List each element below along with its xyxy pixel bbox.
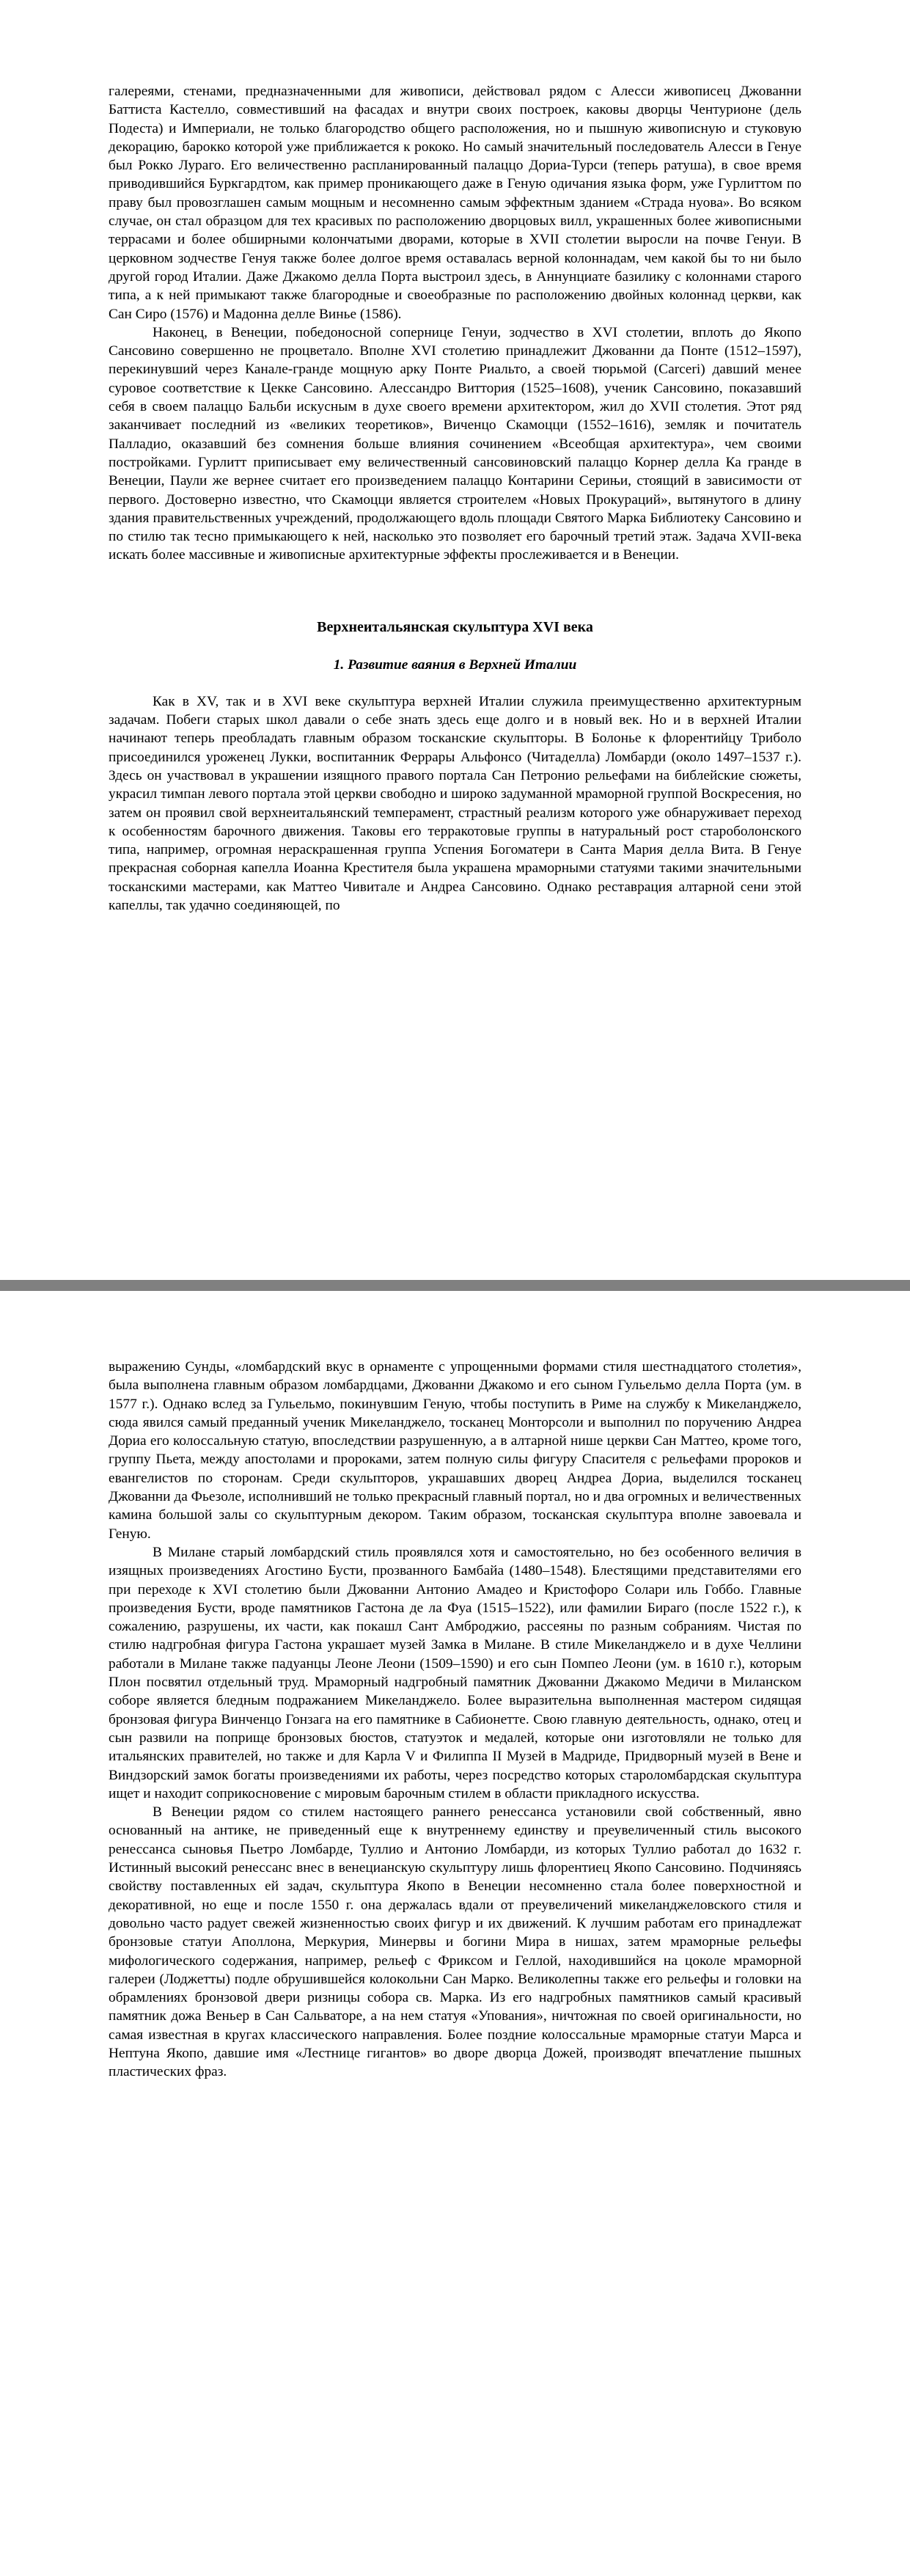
paragraph: выражению Сунды, «ломбардский вкус в орнаменте с упрощенными формами стиля шестнадцатого столетия», была выполнена главным образом ломбардцами, Джованни Джакомо и его сыном Гульельмо делла Порта (ум. в 1577 г.). Однако вслед за Гульельмо, покинувшим Геную, чтобы поступить в Риме на службу к Микеланджело, сюда явился самый преданный ученик Микеланджело, тосканец Монторсоли и выполнил по поручению Андреа Дориа его колоссальную статую, впоследствии разрушенную, а в алтарной нише церкви Сан Маттео, кроме того, группу Пьета, между апостолами и пророками, затем полную силы фигуру Спасителя с рельефами пророков и евангелистов по сторонам. Среди скульпторов, украшавших дворец Андреа Дориа, выделился тосканец Джованни да Фьезоле, исполнивший не только прекрасный главный портал, но и два огромных и величественных камина большой залы со скульптурным декором. Таким образом, тосканская скульптура вполне завоевала и Геную. bbox=[109, 1359, 801, 1542]
page-1 bbox=[0, 0, 910, 1280]
page-2 bbox=[0, 1291, 910, 2576]
paragraph: В Милане старый ломбардский стиль проявлялся хотя и самостоятельно, но без особенного величия в изящных произведениях Агостино Бусти, прозванного Бамбайа (1480–1548). Блестящими представителями его при переходе к XVI столетию были Джованни Антонио Амадео и Кристофоро Солари иль Гоббо. Главные произведения Бусти, вроде памятников Гастона де ла Фуа (1515–1522), или фамилии Бираго (после 1522 г.), к сожалению, разрушены, их части, как покашл Сант Амброджио, рассеяны по разным собраниям. Чистая по стилю надгробная фигура Гастона украшает музей Замка в Милане. В стиле Микеланджело и в духе Челлини работали в Милане также падуанцы Леоне Леони (1509–1590) и его сын Помпео Леони (ум. в 1610 г.), которым Плон посвятил отдельный труд. Мраморный надгробный памятник Джованни Джакомо Медичи в Миланском соборе является бледным подражанием Микеланджело. Более выразительна выполненная мастером сидящая бронзовая фигура Винченцо Гонзага на его памятнике в Сабионетте. Свою главную деятельность, однако, отец и сын развили на поприще бронзовых бюстов, статуэток и медалей, которые они изготовляли не только для итальянских правителей, но также и для Карла V и Филиппа II Музей в Мадриде, Придворный музей в Вене и Виндзорский замок богаты произведениями их работы, через посредство которых староломбардская скульптура ищет и находит соприкосновение с мировым барочным стилем в области прикладного искусства. bbox=[109, 1544, 801, 1801]
paragraph: Как в XV, так и в XVI веке скульптура верхней Италии служила преимущественно архитектурным задачам. Побеги старых школ давали о себе знать здесь еще долго и в новый век. Но и в верхней Италии начинают теперь преобладать главным образом тосканские скульпторы. В Болонье к флорентийцу Триболо присоединился уроженец Лукки, воспитанник Феррары Альфонсо (Читаделла) Ломбарди (около 1497–1537 г.). Здесь он участвовал в украшении изящного правого портала Сан Петронио рельефами на библейские сюжеты, украсил тимпан левого портала этой церкви свободно и широко задуманной мраморной группой Воскресения, но затем он проявил свой верхнеитальянский темперамент, страстный реализм которого уже обнаруживает переход к особенностям барочного движения. Таковы его терракотовые группы в натуральный рост староболонского типа, например, огромная нераскрашенная группа Успения Богоматери в Санта Мария делла Вита. В Генуе прекрасная соборная капелла Иоанна Крестителя была украшена мраморными статуями такими значительными тосканскими мастерами, как Маттео Чивитале и Андреа Сансовино. Однако реставрация алтарной сени этой капеллы, так удачно соединяющей, по bbox=[109, 693, 801, 913]
section-heading: Верхнеитальянская скульптура XVI века bbox=[317, 618, 593, 635]
paragraph: В Венеции рядом со стилем настоящего раннего ренессанса установили свой собственный, явно основанный на антике, не приведенный еще к внутреннему единству и преувеличенный стиль высокого ренессанса сыновья Пьетро Ломбарде, Туллио и Антонио Ломбарди, из которых Туллио работал до 1632 г. Истинный высокий ренессанс внес в венецианскую скульптуру лишь флорентиец Якопо Сансовино. Подчиняясь свойству поставленных ей задач, скульптура Якопо в Венеции несомненно стала более поверхностной и декоративной, но еще и после 1550 г. она держалась вдали от преувеличений микеланджеловского стиля и довольно часто радует свежей жизненностью своих фигур и их движений. К лучшим работам его принадлежат бронзовые статуи Аполлона, Меркурия, Минервы и богини Мира в нишах, затем мраморные рельефы мифологического содержания, например, рельеф с Фриксом и Геллой, находившийся на цоколе мраморной галереи (Лоджетты) подле обрушившейся колокольни Сан Марко. Великолепны также его рельефы и головки на обрамлениях бронзовой двери ризницы собора св. Марка. Из его надгробных памятников самый красивый памятник дожа Веньер в Сан Сальваторе, а на нем статуя «Упования», ничтожная по своей оригинальности, но самая известная в кругах классического направления. Более поздние колоссальные мраморные статуи Марса и Нептуна Якопо, давшие имя «Лестнице гигантов» во дворе дворца Дожей, производят впечатление пышных пластических фраз. bbox=[109, 1804, 801, 2080]
page-1-text bbox=[109, 82, 801, 915]
subsection-heading: 1. Развитие ваяния в Верхней Италии bbox=[333, 656, 577, 673]
paragraph: Наконец, в Венеции, победоносной сопернице Генуи, зодчество в XVI столетии, вплоть до Якопо Сансовино совершенно не процветало. Вполне XVI столетию принадлежит Джованни да Понте (1512–1597), перекинувший через Канале-гранде мощную арку Понте Риальто, а своей тюрьмой (Carceri) давший менее суровое соответствие к Цекке Сансовино. Алессандро Виттория (1525–1608), ученик Сансовино, показавший себя в своем палаццо Бальби искусным в духе своего времени архитектором, жил до XVII столетия. Этот ряд заканчивает последний из «великих теоретиков», Виченцо Скамоцци (1552–1616), земляк и почитатель Палладио, оказавший без сомнения больше влияния сочинением «Всеобщая архитектура», чем своими постройками. Гурлитт приписывает ему величественный сансовиновский палаццо Корнер делла Ка гранде в Венеции, Паули же вернее считает его произведением палаццо Контарини Серињи, стоящий в зависимости от первого. Достоверно известно, что Скамоцци является строителем «Новых Прокураций», вытянутого в длину здания правительственных учреждений, продолжающего вдоль площади Святого Марка Библиотеку Сансовино и по стилю так тесно примыкающего к ней, насколько это позволяет его барочный третий этаж. Задача XVII-века искать более массивные и живописные архитектурные эффекты прослеживается и в Венеции. bbox=[109, 324, 801, 563]
paragraph: галереями, стенами, предназначенными для живописи, действовал рядом с Алесси живописец Джованни Баттиста Кастелло, совместивший на фасадах и внутри своих построек, каковы дворцы Чентурионе (дель Подеста) и Империали, не только благородство общего расположения, но и пышную живописную и стуковую декорацию, барокко которой уже приближается к рококо. Но самый значительный последователь Алесси в Генуе был Рокко Лураго. Его величественно распланированный палаццо Дориа-Турси (теперь ратуша), в свое время приводившийся Буркгардтом, как пример проникающего даже в Геную одичания языка форм, уже Гурлиттом по праву был провозглашен самым мощным и несомненно самым эффектным зданием «Страда нуова». Во всяком случае, он стал образцом для тех красивых по расположению дворцовых вилл, украшенных более живописными террасами и более обширными колончатыми дворами, которые в XVII столетии выросли на почве Генуи. В церковном зодчестве Генуя также более долгое время оставалась верной колоннадам, чем какой бы то ни было другой город Италии. Даже Джакомо делла Порта выстроил здесь, в Аннунциате базилику с колоннами старого типа, а к ней примыкают также благородные и своеобразные по расположению двойных колоннад церкви, как Сан Сиро (1576) и Мадонна делле Винье (1586). bbox=[109, 84, 801, 322]
page-2-text bbox=[109, 1358, 801, 2082]
